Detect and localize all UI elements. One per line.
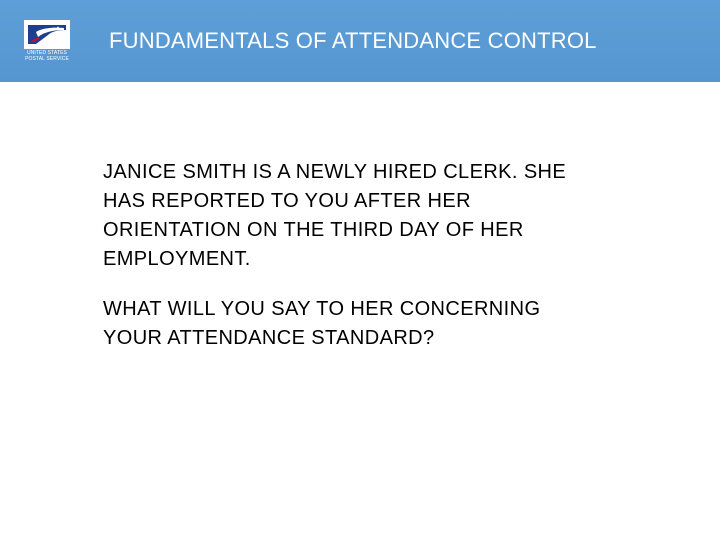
logo-line-1: UNITED STATES <box>26 50 67 56</box>
slide-title: FUNDAMENTALS OF ATTENDANCE CONTROL <box>109 28 597 53</box>
paragraph-question: WHAT WILL YOU SAY TO HER CONCERNING YOUR ATTENDANCE STANDARD? <box>103 298 541 349</box>
slide-body <box>103 158 693 374</box>
logo-text <box>22 51 72 62</box>
usps-eagle-icon <box>22 18 72 51</box>
logo-line-2: POSTAL SERVICE <box>25 55 69 62</box>
paragraph-scenario: JANICE SMITH IS A NEWLY HIRED CLERK. SHE HAS REPORTED TO YOU AFTER HER ORIENTATION ON THE THIRD DAY OF HER EMPLOYMENT. <box>103 161 567 270</box>
usps-logo <box>22 18 72 64</box>
header-bar <box>0 0 720 82</box>
